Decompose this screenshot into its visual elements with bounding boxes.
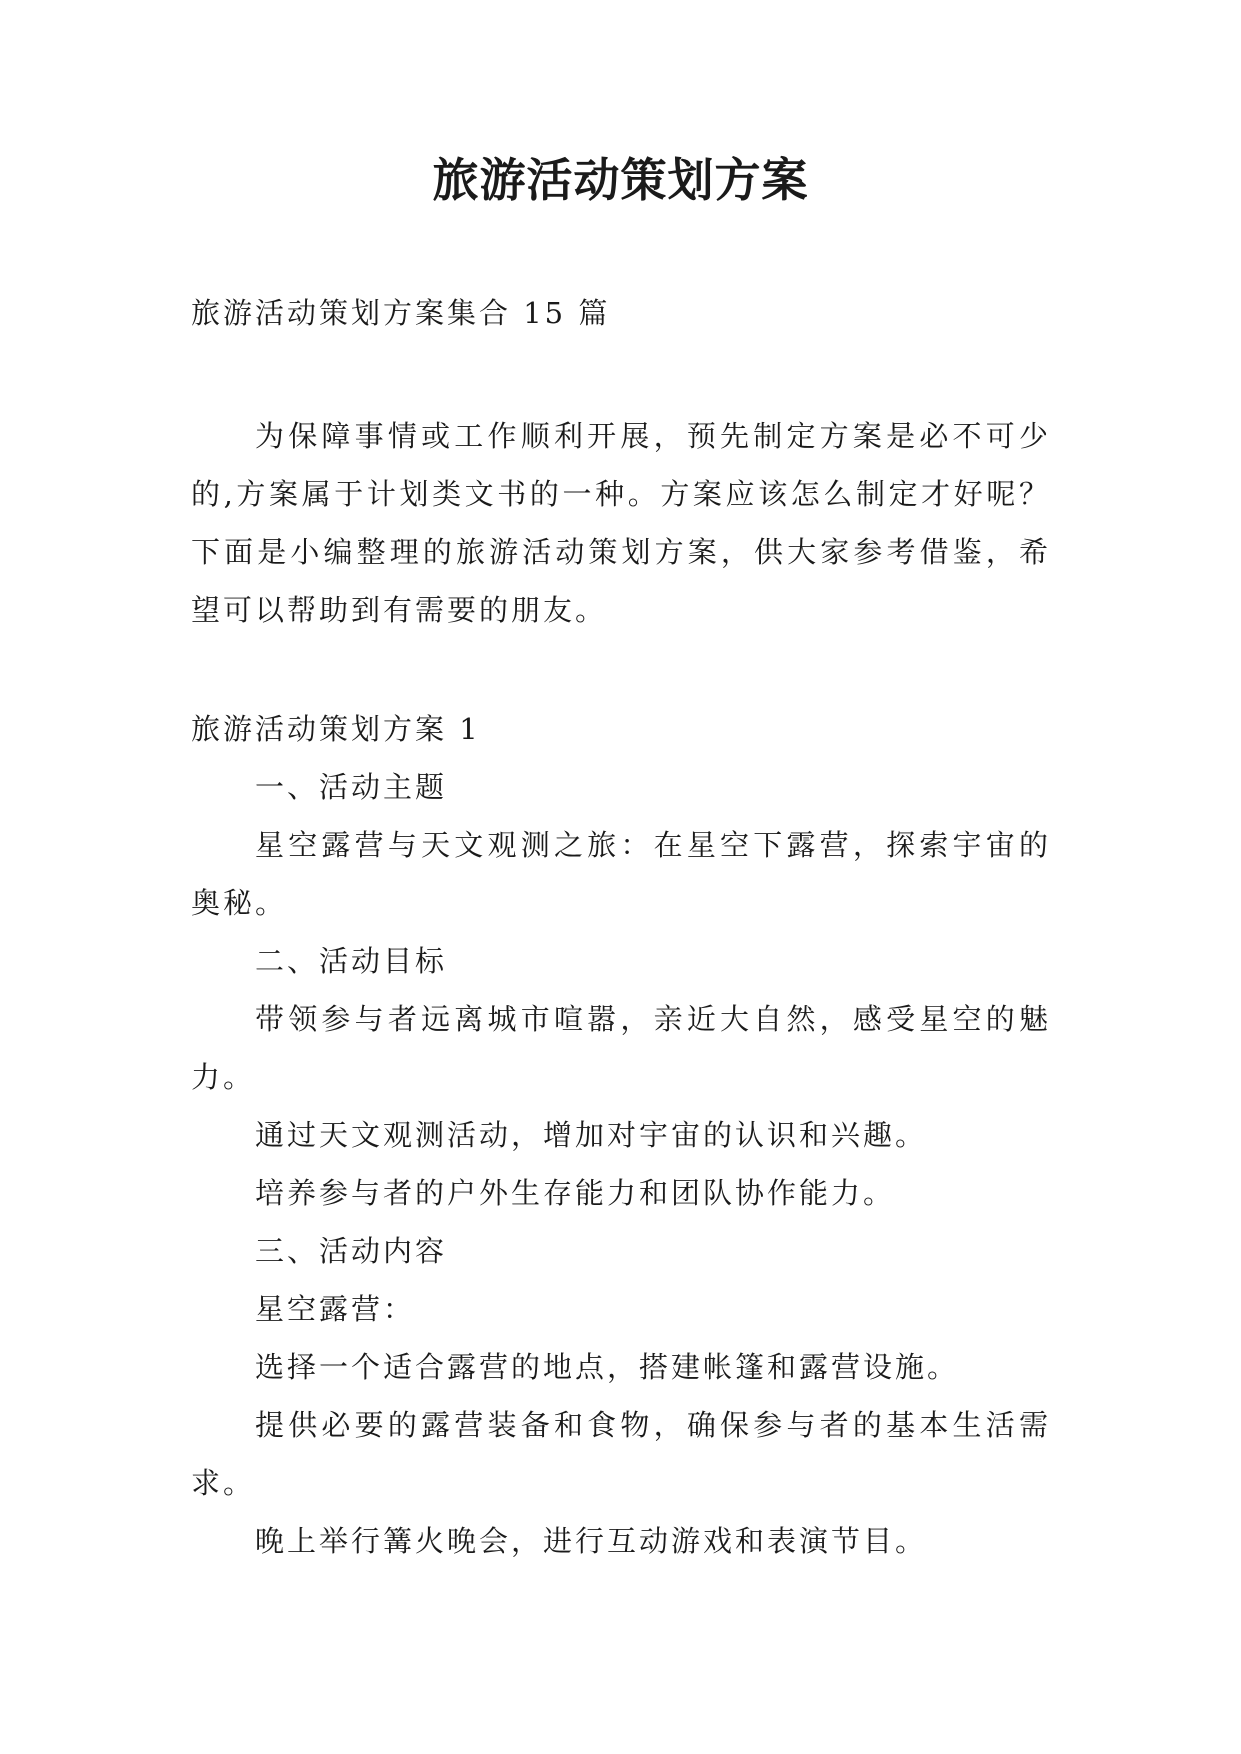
section-paragraph: 晚上举行篝火晚会，进行互动游戏和表演节目。 (255, 1524, 928, 1558)
section-item-heading-goals: 二、活动目标 (255, 944, 448, 978)
section-1 (191, 700, 1051, 1570)
section-paragraph: 星空露营： (255, 1292, 416, 1326)
section-heading: 旅游活动策划方案 1 (191, 712, 481, 746)
section-item-heading-theme: 一、活动主题 (255, 770, 448, 804)
section-item-heading-content: 三、活动内容 (255, 1234, 448, 1268)
section-paragraph: 通过天文观测活动，增加对宇宙的认识和兴趣。 (255, 1118, 928, 1152)
intro-paragraph: 为保障事情或工作顺利开展，预先制定方案是必不可少的,方案属于计划类文书的一种。方案应该怎么制定才好呢？下面是小编整理的旅游活动策划方案，供大家参考借鉴，希望可以帮助到有需要的朋友。 (191, 419, 1051, 627)
document-subtitle: 旅游活动策划方案集合 15 篇 (191, 296, 611, 330)
section-paragraph: 带领参与者远离城市喧嚣，亲近大自然，感受星空的魅力。 (191, 1002, 1051, 1094)
section-paragraph: 选择一个适合露营的地点，搭建帐篷和露营设施。 (255, 1350, 960, 1384)
section-paragraph: 提供必要的露营装备和食物，确保参与者的基本生活需求。 (191, 1408, 1051, 1500)
section-paragraph: 星空露营与天文观测之旅：在星空下露营，探索宇宙的奥秘。 (191, 828, 1051, 920)
document-title: 旅游活动策划方案 (432, 153, 809, 207)
section-paragraph: 培养参与者的户外生存能力和团队协作能力。 (255, 1176, 896, 1210)
